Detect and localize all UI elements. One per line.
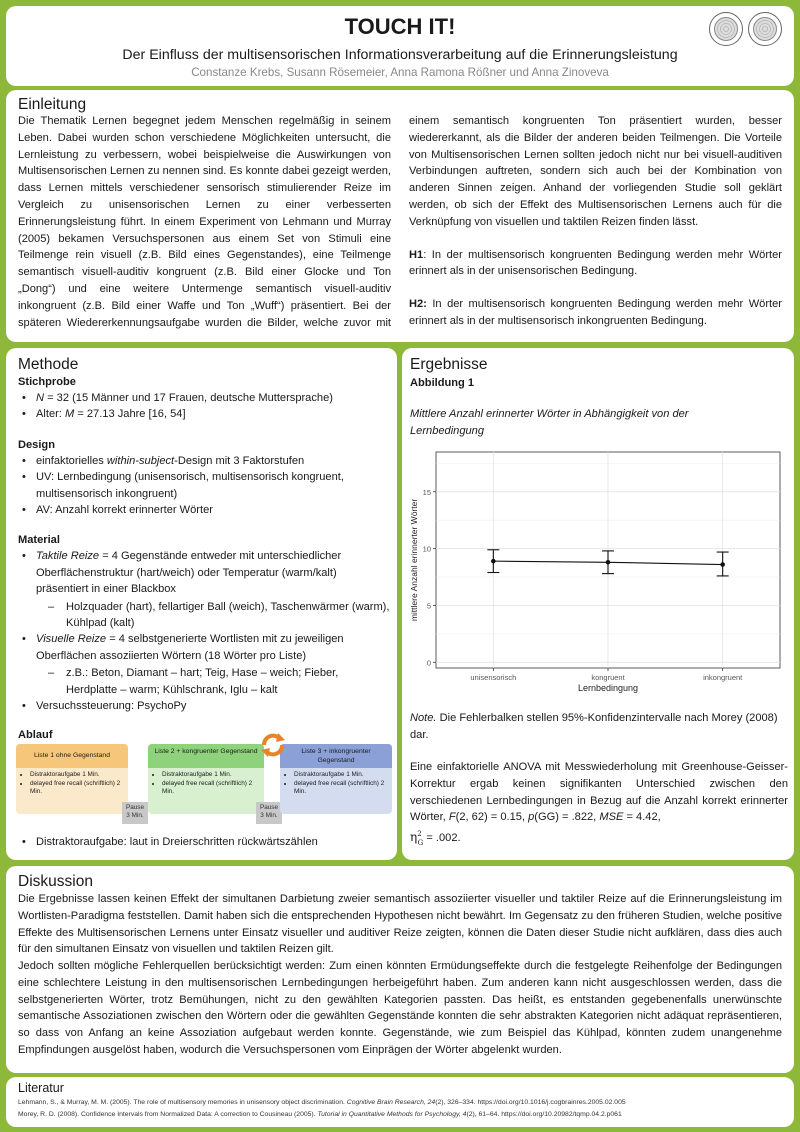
- figure-caption: Mittlere Anzahl erinnerter Wörter in Abhängigkeit von der Lernbedingung: [410, 408, 689, 437]
- poster-authors: Constanze Krebs, Susann Rösemeier, Anna Ramona Rößner und Anna Zinoveva: [191, 66, 609, 79]
- material-heading: Material: [18, 534, 60, 547]
- flow-step: • Distraktoraufgabe 1 Min.: [30, 771, 122, 780]
- procedure-diagram: [16, 744, 392, 834]
- hypothesis-2: H2: In der multisensorisch kongruenten Bedingung werden mehr Wörter erinnert als in der multisensorisch inkongruenten Bedingung.: [409, 298, 782, 327]
- data-marker: [491, 559, 496, 564]
- methods-panel: [6, 348, 397, 860]
- intro-panel: [6, 90, 794, 342]
- results-chart: [406, 448, 790, 710]
- list-1-box: [16, 744, 128, 814]
- list-item: • Alter: M = 27.13 Jahre [16, 54]: [18, 406, 390, 422]
- design-heading: Design: [18, 438, 55, 451]
- results-panel: [402, 348, 794, 860]
- sub-list-item: – z.B.: Beton, Diamant – hart; Teig, Hase – weich; Fieber, Herdplatte – warm; Kühlschrank, Iglu – kalt: [36, 665, 390, 698]
- y-tick-label: 10: [422, 544, 431, 554]
- header-panel: [6, 6, 794, 86]
- material-list: [18, 548, 390, 714]
- cycle-arrows-icon: [258, 730, 288, 760]
- design-list: [18, 453, 390, 519]
- list-1-title: Liste 1 ohne Gegenstand: [16, 744, 128, 768]
- discussion-panel: [6, 866, 794, 1073]
- list-3-title: Liste 3 + inkongruenter Gegenstand: [280, 744, 392, 768]
- anova-result: Eine einfaktorielle ANOVA mit Messwiederholung mit Greenhouse-Geisser-Korrektur ergab keinen signifikanten Unterschied zwischen den verschiedenen Lernbedingungen in Bezug auf die Anzahl korrekt erinnerter Wörter, F(2, 62) = 0.15, p(GG) = .822, MSE = 4.42, $\eta^2_G = .002$.: [410, 761, 788, 847]
- section-title: Methode: [18, 356, 79, 373]
- distraktor-list: [18, 834, 390, 850]
- flow-step: • delayed free recall (schriftlich) 2 Min.: [30, 780, 122, 797]
- figure-label: Abbildung 1: [410, 377, 475, 389]
- reference-2: Morey, R. D. (2008). Confidence Intervals from Normalized Data: A correction to Cousineau (2005). Tutorial in Quantitative Methods for Psychology, 4(2), 61–64. https://doi.org/10.20982/tqmp.04.2.p061: [18, 1111, 622, 1118]
- x-tick-label: kongruent: [591, 673, 625, 682]
- intro-body: [18, 113, 782, 339]
- list-item: • N = 32 (15 Männer und 17 Frauen, deutsche Muttersprache): [18, 390, 390, 406]
- ablauf-heading: Ablauf: [18, 728, 53, 741]
- sub-list-item: – Holzquader (hart), fellartiger Ball (weich), Taschenwärmer (warm), Kühlpad (kalt): [36, 599, 390, 632]
- intro-paragraph: Die Thematik Lernen begegnet jedem Menschen regelmäßig in seinem Leben. Dabei wurden schon verschiedene Möglichkeiten untersucht, die Lernleistung zu verbessern, wobei beispielweise die Auswirkungen von Multisensorischen Lernen zu nennen sind. Es konnte dabei gezeigt werden, dass Lernen mittels verschiedener sensorisch stimulierender Reize im Vergleich zu unisensorischen Lernen zu einer verbesserten Erinnerungsleistung führt. In einem Experiment von Lehmann und Murray (2005) bekamen Versuchspersonen aus einem Set von Stimuli eine Teilmenge rein visuell (z.B. Bild eines Gegenstandes), eine Teilmenge semantisch visuell-auditiv kongruent (z.B. Bild einer Glocke und Ton „Dong“) und eine weitere Untermenge semantisch visuell-auditiv inkongruent (z.B. Bild einer Waffe und Ton „Wuff“) präsentiert. Bei der späteren Wiedererkennungsaufgabe wurden die Bilder, welche zuvor mit einem semantisch kongruenten Ton präsentiert wurden, besser wiedererkannt, als die Bilder der anderen beiden Teilmengen. Die Vorteile von Multisensorischen Lernen sollten jedoch nicht nur bei visuell-auditiven Verbindungen auftreten, sondern sich auch bei der Kombination von anderen Sinnen zeigen. Anhand der vorliegenden Studie soll geklärt werden, ob sich der Effekt des Multisensorischen Lernens auch für die Verknüpfung von visuellen und taktilen Reizen finden lässt.: [18, 115, 782, 329]
- list-item: • Distraktoraufgabe: laut in Dreierschritten rückwärtszählen: [18, 834, 390, 850]
- y-tick-label: 5: [426, 601, 431, 611]
- x-axis-label: Lernbedingung: [577, 683, 639, 693]
- y-tick-label: 0: [426, 658, 431, 668]
- poster-subtitle: Der Einfluss der multisensorischen Informationsverarbeitung auf die Erinnerungsleistung: [122, 47, 678, 63]
- section-title: Diskussion: [18, 873, 93, 890]
- y-axis-label: mittlere Anzahl erinnerter Wörter: [409, 498, 419, 622]
- pause-label: Pause 3 Min.: [122, 802, 148, 824]
- pause-label: Pause 3 Min.: [256, 802, 282, 824]
- eta-symbol: $\eta^2_G$: [410, 830, 424, 847]
- y-tick-label: 15: [422, 487, 431, 497]
- discussion-paragraph: Die Ergebnisse lassen keinen Effekt der simultanen Darbietung zweier semantisch assoziierter visueller und taktiler Reize auf die Erinnerungsleistung im Wortlisten-Paradigma feststellen. Damit haben sich die entsprechenden Hypothesen nicht bewährt. Im Gegensatz zu den früheren Studien, welche positive Effekte des Multisensorischen Lernens unter Einsatz visueller und auditiver Reize zeigten, können die Daten dieser Studie nicht aufklären, dass dies auch für den simultanen Einsatz von visuellen und taktilen Reizen gilt.: [18, 893, 782, 956]
- list-2-title: Liste 2 + kongruenter Gegenstand: [148, 744, 264, 768]
- list-2-box: [148, 744, 264, 814]
- section-title: Ergebnisse: [410, 356, 488, 373]
- university-seal-icon: [748, 12, 782, 46]
- list-item: • einfaktorielles within-subject-Design mit 3 Faktorstufen: [18, 453, 390, 469]
- figure-note: Note. Die Fehlerbalken stellen 95%-Konfidenzintervalle nach Morey (2008) dar.: [410, 712, 778, 741]
- flow-step: • Distraktoraufgabe 1 Min.: [294, 771, 386, 780]
- flow-step: • delayed free recall (schriftlich) 2 Min.: [294, 780, 386, 797]
- university-seal-icon: [709, 12, 743, 46]
- methods-body: [18, 374, 390, 743]
- list-item: • Taktile Reize = 4 Gegenstände entweder mit unterschiedlicher Oberflächenstruktur (hart/weich) oder Temperatur (warm/kalt) präsentiert in einer Blackbox – Holzquader (hart), fellartiger Ball (weich), Taschenwärmer (warm), Kühlpad (kalt): [18, 548, 390, 631]
- flow-step: • delayed free recall (schriftlich) 2 Min.: [162, 780, 258, 797]
- data-marker: [720, 562, 725, 567]
- list-item: • Visuelle Reize = 4 selbstgenerierte Wortlisten mit zu jeweiligen Oberflächen assoziierten Wörtern (18 Wörter pro Liste) – z.B.: Beton, Diamant – hart; Teig, Hase – weich; Fieber, Herdplatte – warm; Kühlschrank, Iglu – kalt: [18, 631, 390, 698]
- list-item: • Versuchssteuerung: PsychoPy: [18, 698, 390, 714]
- section-title: Literatur: [18, 1081, 64, 1095]
- stichprobe-heading: Stichprobe: [18, 376, 76, 388]
- reference-1: Lehmann, S., & Murray, M. M. (2005). The role of multisensory memories in unisensory object discrimination. Cognitive Brain Research, 24(2), 326–334. https://doi.org/10.1016/j.cogbrainres.2005.02.005: [18, 1099, 626, 1106]
- stichprobe-list: [18, 390, 390, 423]
- hypothesis-1: H1: In der multisensorisch kongruenten Bedingung werden mehr Wörter erinnert als in der unisensorischen Bedingung.: [409, 248, 782, 278]
- poster-title: TOUCH IT!: [344, 14, 456, 39]
- list-item: • AV: Anzahl korrekt erinnerter Wörter: [18, 502, 390, 518]
- list-3-box: [280, 744, 392, 814]
- list-item: • UV: Lernbedingung (unisensorisch, multisensorisch kongruent, multisensorisch inkongruent): [18, 469, 390, 502]
- x-tick-label: inkongruent: [703, 673, 743, 682]
- discussion-paragraph: Jedoch sollten mögliche Fehlerquellen berücksichtigt werden: Zum einen könnten Ermüdungseffekte durch die festgelegte Reihenfolge der Bedingungen eine schlechtere Leistung in den multisensorischen Lernbedingungen herbeigeführt haben. Zum anderen kann nicht ausgeschlossen werden, dass die selbstgenerierten Wörter, trotz Bemühungen, nicht zu den gewählten Kategorien passten. Das heißt, es entstanden gegebenenfalls unerwünschte semantische Assoziationen zwischen den Wörtern oder die gewählten Gegenstände konnten die sehr abstrakten Kategorien nicht adäquat repräsentieren, so dass von Anfang an keine Assoziation aufgebaut werden konnte. Gegenstände, wie zum Beispiel das Kühlpad, könnten zudem unangenehme Empfindungen ausgelöst haben, wodurch die Versuchspersonen vom Einprägen der Wörter abgelenkt wurden.: [18, 960, 782, 1056]
- literature-panel: [6, 1077, 794, 1127]
- x-tick-label: unisensorisch: [470, 673, 517, 682]
- flow-step: • Distraktoraufgabe 1 Min.: [162, 771, 258, 780]
- data-marker: [606, 560, 611, 565]
- section-title: Einleitung: [18, 96, 87, 113]
